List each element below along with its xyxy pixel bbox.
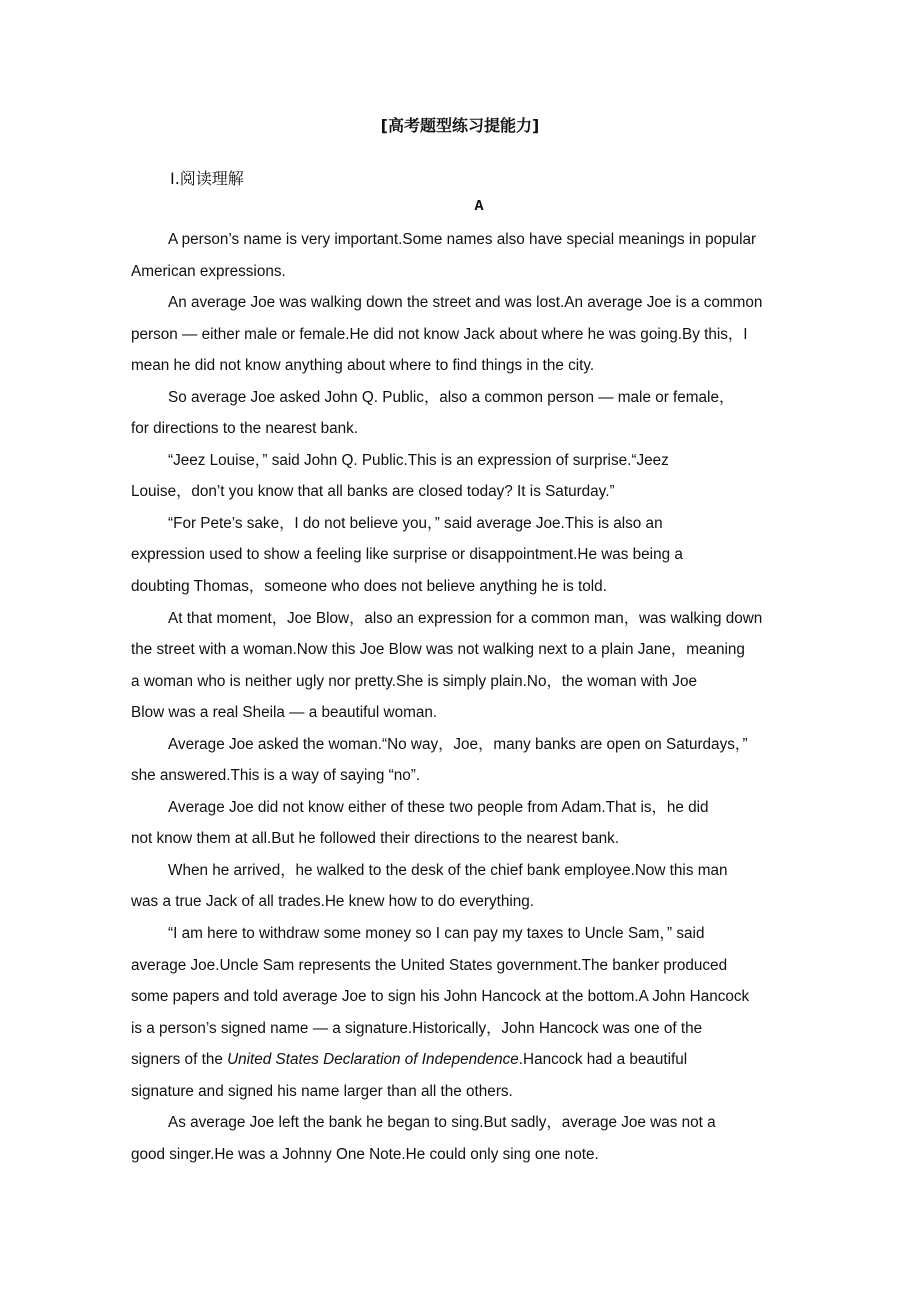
- text-span: Blow was a real Sheila — a beautiful woman.: [131, 704, 438, 722]
- page-title: [高考题型练习提能力]: [380, 116, 540, 135]
- text-line: [131, 797, 851, 829]
- text-line: [131, 828, 851, 860]
- text-span: Average Joe asked the woman.“No way，Joe，many banks are open on Saturdays，”: [168, 735, 748, 753]
- text-line: [131, 576, 851, 608]
- text-span: “I am here to withdraw some money so I can pay my taxes to Uncle Sam，” said: [168, 925, 705, 943]
- text-span: An average Joe was walking down the street and was lost.An average Joe is a common: [168, 294, 763, 312]
- text-line: [131, 544, 851, 576]
- text-span: the street with a woman.Now this Joe Blow was not walking next to a plain Jane，meaning: [131, 641, 745, 659]
- text-span: Average Joe did not know either of these two people from Adam.That is，he did: [168, 798, 709, 816]
- text-line: [131, 481, 851, 513]
- text-line: [131, 1081, 851, 1113]
- italic-title: United States Declaration of Independence: [227, 1051, 519, 1069]
- text-line: [131, 1018, 851, 1050]
- text-span: As average Joe left the bank he began to sing.But sadly，average Joe was not a: [168, 1114, 716, 1132]
- text-span: she answered.This is a way of saying “no”.: [131, 767, 421, 785]
- text-line: [131, 355, 851, 387]
- text-line: [131, 702, 851, 734]
- text-span: mean he did not know anything about where to find things in the city.: [131, 357, 595, 375]
- passage-label: A: [474, 198, 484, 215]
- text-span: not know them at all.But he followed their directions to the nearest bank.: [131, 830, 620, 848]
- text-line: [131, 1112, 851, 1144]
- text-line: [131, 513, 851, 545]
- text-span: a woman who is neither ugly nor pretty.She is simply plain.No，the woman with Joe: [131, 672, 697, 690]
- text-line: [131, 1144, 851, 1176]
- text-span: good singer.He was a Johnny One Note.He could only sing one note.: [131, 1145, 599, 1163]
- text-span: average Joe.Uncle Sam represents the United States government.The banker produced: [131, 956, 728, 974]
- text-span: some papers and told average Joe to sign his John Hancock at the bottom.A John Hancock: [131, 988, 750, 1006]
- text-line: [131, 292, 851, 324]
- text-span: American expressions.: [131, 262, 286, 280]
- text-span: signers of the: [131, 1051, 228, 1069]
- text-line: [131, 955, 851, 987]
- text-line: [131, 986, 851, 1018]
- text-line: [131, 891, 851, 923]
- text-line: [131, 671, 851, 703]
- text-line: [131, 1049, 851, 1081]
- text-line: [131, 450, 851, 482]
- text-span: person — either male or female.He did not know Jack about where he was going.By this，I: [131, 325, 748, 343]
- text-span: Louise，don’t you know that all banks are closed today? It is Saturday.”: [131, 483, 615, 501]
- text-line: [131, 923, 851, 955]
- text-line: [131, 229, 851, 261]
- text-span: At that moment，Joe Blow，also an expression for a common man，was walking down: [168, 609, 763, 627]
- text-span: When he arrived，he walked to the desk of the chief bank employee.Now this man: [168, 861, 728, 879]
- text-span: for directions to the nearest bank.: [131, 420, 359, 438]
- text-line: [131, 639, 851, 671]
- text-span: was a true Jack of all trades.He knew how to do everything.: [131, 893, 535, 911]
- text-span: “For Pete’s sake，I do not believe you，” said average Joe.This is also an: [168, 514, 663, 532]
- text-line: [131, 608, 851, 640]
- text-line: [131, 261, 851, 293]
- passage-body: [131, 229, 851, 1175]
- text-span: .Hancock had a beautiful: [518, 1051, 688, 1069]
- text-line: [131, 387, 851, 419]
- text-span: is a person’s signed name — a signature.Historically，John Hancock was one of the: [131, 1019, 703, 1037]
- text-span: A person’s name is very important.Some names also have special meanings in popular: [168, 231, 757, 248]
- text-span: “Jeez Louise，” said John Q. Public.This is an expression of surprise.“Jeez: [168, 451, 669, 469]
- text-line: [131, 324, 851, 356]
- text-span: expression used to show a feeling like surprise or disappointment.He was being a: [131, 546, 683, 564]
- text-line: [131, 860, 851, 892]
- section-heading: Ⅰ.阅读理解: [170, 169, 244, 188]
- text-line: [131, 765, 851, 797]
- text-span: signature and signed his name larger than all the others.: [131, 1082, 513, 1100]
- text-line: [131, 734, 851, 766]
- text-line: [131, 418, 851, 450]
- text-span: doubting Thomas，someone who does not believe anything he is told.: [131, 578, 607, 596]
- text-span: So average Joe asked John Q. Public，also a common person — male or female，: [168, 388, 735, 406]
